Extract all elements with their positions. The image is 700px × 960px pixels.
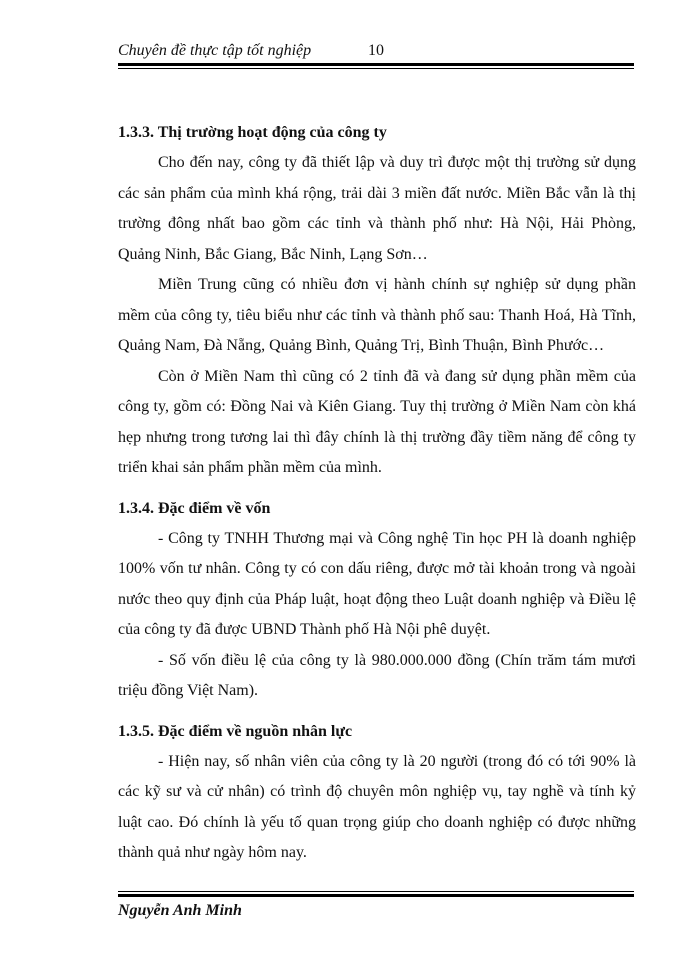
section-heading: 1.3.4. Đặc điểm về vốn	[118, 499, 271, 517]
footer-rule-thick	[118, 894, 634, 897]
section-heading: 1.3.5. Đặc điểm về nguồn nhân lực	[118, 722, 353, 740]
paragraph: - Hiện nay, số nhân viên của công ty là 20 người (trong đó có tới 90% là các kỹ sư và cử nhân) có trình độ chuyên môn nghiệp vụ, tay nghề và tính kỷ luật cao. Đó chính là yếu tố quan trọng giúp cho doanh nghiệp có được những thành quả như ngày hôm nay.	[118, 752, 636, 861]
section-heading: 1.3.3. Thị trường hoạt động của công ty	[118, 124, 387, 141]
section-capital	[118, 494, 636, 707]
document-body	[118, 112, 636, 869]
header-title: Chuyên đề thực tập tốt nghiệp	[118, 42, 312, 59]
header-rule-thick	[118, 63, 634, 66]
footer-author: Nguyễn Anh Minh	[118, 902, 242, 919]
paragraph: Cho đến nay, công ty đã thiết lập và duy trì được một thị trường sử dụng các sản phẩm của mình khá rộng, trải dài 3 miền đất nước. Miền Bắc vẫn là thị trường đông nhất bao gồm các tỉnh và thành phố như: Hà Nội, Hải Phòng, Quảng Ninh, Bắc Giang, Bắc Ninh, Lạng Sơn…	[118, 154, 636, 263]
section-human-resources	[118, 717, 636, 869]
paragraph: - Công ty TNHH Thương mại và Công nghệ Tin học PH là doanh nghiệp 100% vốn tư nhân. Công ty có con dấu riêng, được mở tài khoản trong và ngoài nước theo quy định của Pháp luật, hoạt động theo Luật doanh nghiệp và Điều lệ của công ty đã được UBND Thành phố Hà Nội phê duyệt.	[118, 529, 636, 638]
page-header	[118, 38, 634, 66]
footer-rule-thin	[118, 891, 634, 892]
page-number: 10	[368, 42, 384, 59]
paragraph: - Số vốn điều lệ của công ty là 980.000.000 đồng (Chín trăm tám mươi triệu đồng Việt Nam).	[118, 651, 636, 699]
paragraph: Còn ở Miền Nam thì cũng có 2 tỉnh đã và đang sử dụng phần mềm của công ty, gồm có: Đồng Nai và Kiên Giang. Tuy thị trường ở Miền Nam còn khá hẹp nhưng trong tương lai thì đây chính là thị trường đầy tiềm năng để công ty triển khai sản phẩm phần mềm của mình.	[118, 367, 636, 476]
section-market	[118, 118, 636, 484]
header-rule-thin	[118, 68, 634, 69]
paragraph: Miền Trung cũng có nhiều đơn vị hành chính sự nghiệp sử dụng phần mềm của công ty, tiêu biểu như các tỉnh và thành phố sau: Thanh Hoá, Hà Tĩnh, Quảng Nam, Đà Nẵng, Quảng Bình, Quảng Trị, Bình Thuận, Bình Phước…	[118, 276, 636, 354]
